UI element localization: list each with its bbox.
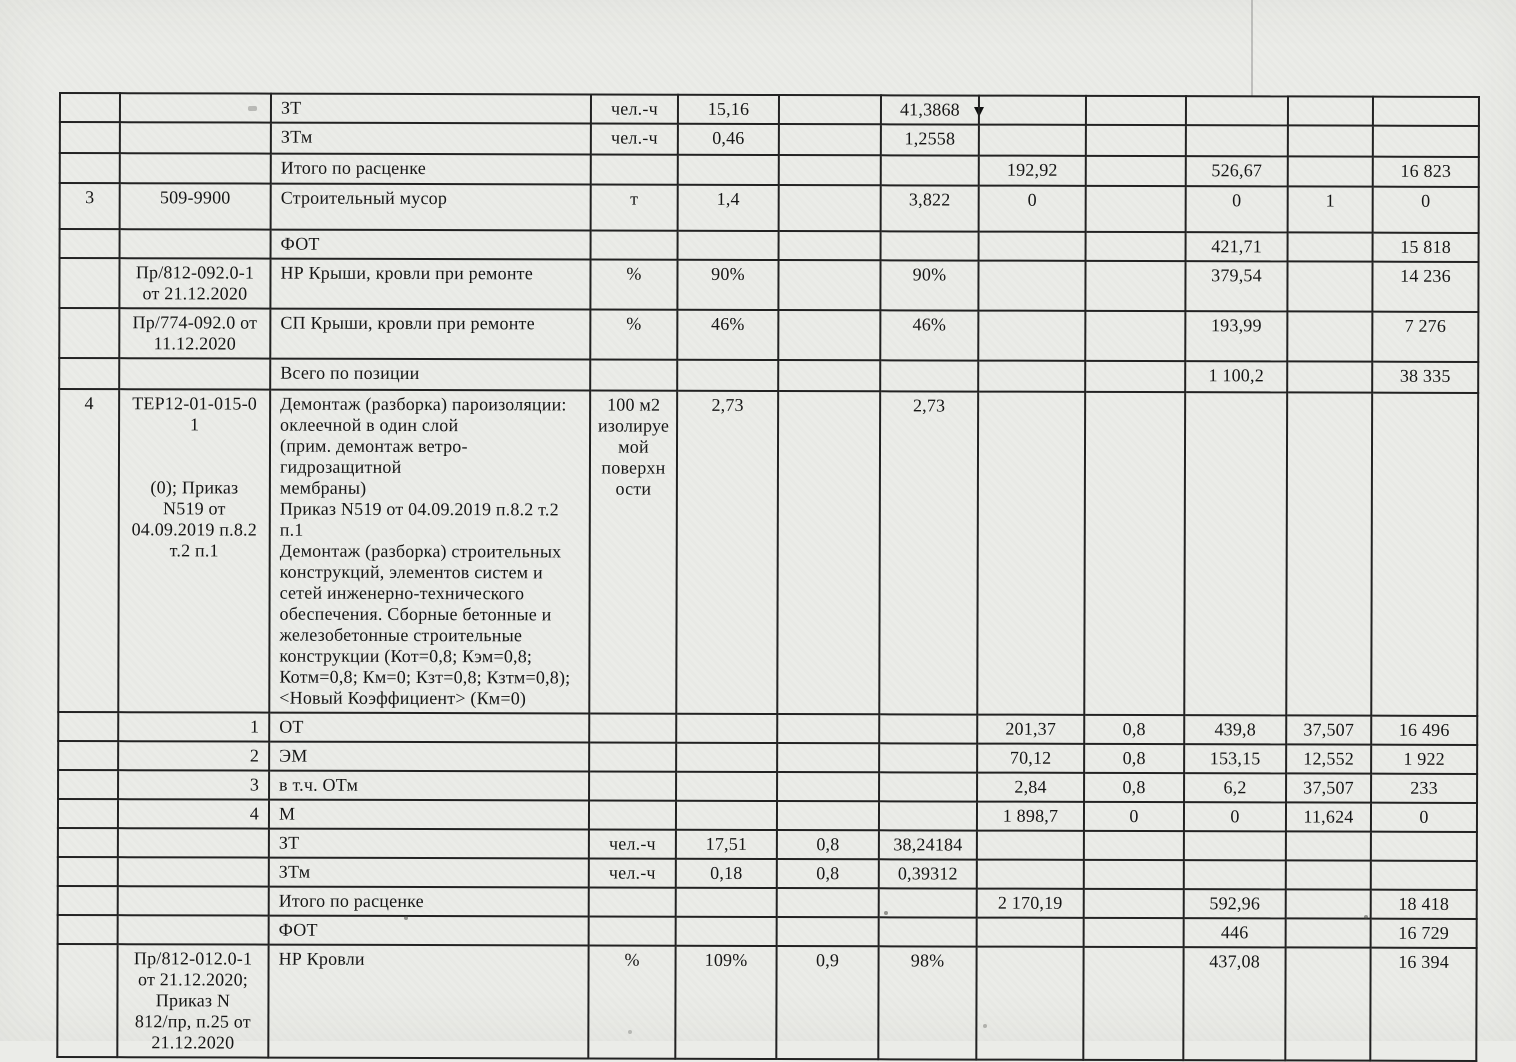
work-name-cell: ЗТм: [271, 123, 591, 155]
index-cell: 37,507: [1286, 715, 1371, 744]
qty-total-cell: 46%: [880, 310, 978, 360]
unit-cell: %: [590, 259, 677, 309]
unit-cell: [591, 154, 678, 184]
work-name-cell: ФОТ: [271, 230, 591, 260]
scan-speck: [1364, 915, 1368, 919]
current-cost-cell: 592,96: [1184, 889, 1286, 918]
total-cost-cell: 15 818: [1373, 233, 1479, 262]
qty-total-cell: [879, 772, 977, 801]
correction-coef-cell: [1085, 311, 1185, 361]
table-row: [60, 183, 1479, 233]
table-row: [58, 915, 1477, 948]
total-cost-cell: [1373, 126, 1479, 157]
qty-per-unit-cell: [676, 714, 777, 743]
code-cell: Пр/774-092.0 от 11.12.2020: [119, 308, 270, 358]
coef-cell: [778, 310, 880, 360]
base-cost-cell: 1 898,7: [977, 802, 1084, 831]
work-name-cell: ЗТ: [271, 94, 591, 124]
correction-coef-cell: [1086, 186, 1186, 232]
total-cost-cell: 7 276: [1372, 312, 1478, 362]
work-name-cell: СП Крыши, кровли при ремонте: [270, 309, 590, 360]
current-cost-cell: 0: [1184, 802, 1286, 831]
code-cell: 509-9900: [120, 183, 271, 229]
qty-total-cell: [879, 917, 977, 946]
work-name-cell: в т.ч. ОТм: [269, 771, 589, 801]
row-num-cell: 4: [58, 389, 119, 712]
total-cost-cell: 16 496: [1371, 716, 1477, 745]
current-cost-cell: 439,8: [1184, 715, 1286, 744]
base-cost-cell: [977, 831, 1084, 860]
qty-total-cell: [881, 231, 979, 260]
unit-cell: %: [590, 309, 677, 359]
work-name-cell: Демонтаж (разборка) пароизоляции: оклеечной в один слой (прим. демонтаж ветро-гидрозащитной мембраны) Приказ N519 от 04.09.2019 п.8.2 т.2 п.1 Демонтаж (разборка) строительных конструкций, элементов систем и сетей инженерно-технического обеспечения. Сборные бетонные и железобетонные строительные конструкции (Кот=0,8; Кэм=0,8; Котм=0,8; Км=0; Кзт=0,8; Кзтм=0,8); <Новый Коэффициент> (Км=0): [269, 390, 590, 714]
index-cell: [1288, 232, 1373, 261]
work-name-cell: Всего по позиции: [270, 359, 590, 391]
qty-total-cell: 3,822: [881, 185, 979, 231]
qty-per-unit-cell: 2,73: [676, 391, 778, 714]
total-cost-cell: [1371, 861, 1477, 890]
qty-per-unit-cell: 15,16: [678, 95, 779, 124]
row-num-cell: [60, 122, 120, 153]
code-cell: ТЕР12-01-015-0 1 (0); Приказ N519 от 04.09.2019 п.8.2 т.2 п.1: [118, 389, 270, 712]
index-cell: 12,552: [1286, 744, 1371, 773]
code-cell: 3: [118, 770, 269, 799]
total-cost-cell: 233: [1371, 774, 1477, 803]
index-cell: [1288, 125, 1373, 156]
current-cost-cell: 437,08: [1183, 947, 1285, 1060]
qty-total-cell: [879, 714, 977, 743]
total-cost-cell: 18 418: [1371, 890, 1477, 919]
correction-coef-cell: 0,8: [1084, 773, 1184, 802]
coef-cell: [777, 391, 880, 714]
correction-coef-cell: [1085, 361, 1185, 392]
base-cost-cell: 0: [979, 186, 1086, 232]
table-row: [59, 308, 1478, 362]
index-cell: [1286, 392, 1372, 715]
coef-cell: [779, 231, 881, 260]
unit-cell: т: [591, 184, 678, 230]
table-row: [60, 93, 1479, 126]
correction-coef-cell: [1084, 918, 1184, 947]
index-cell: [1285, 947, 1370, 1060]
correction-coef-cell: [1083, 947, 1183, 1060]
scan-speck: [884, 911, 888, 915]
code-cell: [118, 857, 269, 886]
row-num-cell: [58, 886, 118, 915]
index-cell: [1288, 156, 1373, 186]
qty-total-cell: [879, 743, 977, 772]
coef-cell: 0,8: [777, 859, 879, 888]
base-cost-cell: 192,92: [979, 156, 1086, 186]
coef-cell: [779, 155, 881, 185]
row-num-cell: [60, 93, 120, 122]
code-cell: [120, 153, 271, 183]
row-num-cell: [57, 944, 117, 1057]
code-cell: [120, 122, 271, 153]
work-name-cell: ЗТм: [269, 858, 589, 888]
table-row: [58, 712, 1477, 745]
scan-speck: [404, 916, 408, 920]
code-cell: Пр/812-092.0-1 от 21.12.2020: [119, 258, 270, 308]
work-name-cell: Итого по расценке: [271, 154, 591, 185]
current-cost-cell: [1186, 125, 1288, 156]
qty-per-unit-cell: 17,51: [676, 830, 777, 859]
code-cell: [118, 828, 269, 857]
row-num-cell: [58, 770, 118, 799]
qty-total-cell: [881, 155, 979, 185]
base-cost-cell: 2,84: [977, 773, 1084, 802]
correction-coef-cell: [1084, 889, 1184, 918]
coef-cell: [779, 185, 881, 231]
current-cost-cell: 1 100,2: [1185, 361, 1287, 392]
code-cell: [118, 915, 269, 944]
current-cost-cell: 193,99: [1185, 311, 1287, 361]
code-cell: 2: [118, 741, 269, 770]
qty-per-unit-cell: [678, 231, 779, 260]
qty-per-unit-cell: [676, 888, 777, 917]
qty-total-cell: 41,3868: [881, 95, 979, 124]
index-cell: [1287, 261, 1372, 311]
qty-total-cell: [880, 360, 978, 391]
scan-crease-line: [1251, 0, 1253, 97]
base-cost-cell: [978, 311, 1085, 361]
code-cell: [119, 358, 270, 389]
qty-total-cell: [879, 801, 977, 830]
correction-coef-cell: [1086, 156, 1186, 186]
correction-coef-cell: [1084, 392, 1185, 715]
base-cost-cell: [977, 860, 1084, 889]
total-cost-cell: [1371, 832, 1477, 861]
unit-cell: [589, 916, 676, 945]
qty-per-unit-cell: 1,4: [678, 185, 779, 231]
row-num-cell: [59, 258, 119, 308]
table-row: [58, 770, 1477, 803]
qty-per-unit-cell: [676, 772, 777, 801]
scan-speck: [628, 1030, 632, 1034]
table-row: [58, 857, 1477, 890]
base-cost-cell: 2 170,19: [977, 889, 1084, 918]
qty-total-cell: 2,73: [879, 391, 978, 714]
index-cell: [1287, 311, 1372, 361]
total-cost-cell: 16 823: [1373, 157, 1479, 187]
index-cell: [1286, 860, 1371, 889]
row-num-cell: [58, 915, 118, 944]
base-cost-cell: [979, 96, 1086, 125]
index-cell: 11,624: [1286, 802, 1371, 831]
row-num-cell: [60, 153, 120, 183]
code-cell: [120, 229, 271, 258]
coef-cell: 0,8: [777, 830, 879, 859]
base-cost-cell: 201,37: [977, 715, 1084, 744]
code-cell: 4: [118, 799, 269, 828]
coef-cell: [777, 917, 879, 946]
coef-cell: 0,9: [776, 946, 878, 1059]
total-cost-cell: 14 236: [1372, 262, 1478, 312]
base-cost-cell: [979, 232, 1086, 261]
correction-coef-cell: [1086, 96, 1186, 125]
work-name-cell: М: [269, 800, 589, 830]
row-num-cell: [59, 358, 119, 389]
unit-cell: [589, 887, 676, 916]
unit-cell: чел.-ч: [589, 858, 676, 887]
qty-per-unit-cell: 90%: [677, 260, 778, 310]
row-num-cell: [58, 799, 118, 828]
qty-per-unit-cell: [676, 743, 777, 772]
correction-coef-cell: 0,8: [1084, 715, 1184, 744]
coef-cell: [779, 124, 881, 155]
qty-per-unit-cell: 46%: [677, 310, 778, 360]
unit-cell: [589, 800, 676, 829]
qty-per-unit-cell: 0,46: [678, 124, 779, 155]
total-cost-cell: 1 922: [1371, 745, 1477, 774]
estimate-table: [56, 92, 1480, 1062]
work-name-cell: ОТ: [269, 713, 589, 743]
coef-cell: [779, 95, 881, 124]
current-cost-cell: [1184, 860, 1286, 889]
unit-cell: чел.-ч: [591, 123, 678, 154]
correction-coef-cell: [1086, 125, 1186, 156]
unit-cell: [589, 713, 676, 742]
row-num-cell: [58, 857, 118, 886]
total-cost-cell: 0: [1373, 187, 1479, 233]
qty-total-cell: 1,2558: [881, 124, 979, 155]
work-name-cell: ЭМ: [269, 742, 589, 772]
qty-total-cell: 0,39312: [879, 859, 977, 888]
correction-coef-cell: [1085, 261, 1185, 311]
current-cost-cell: 446: [1184, 918, 1286, 947]
base-cost-cell: [977, 392, 1085, 715]
current-cost-cell: 6,2: [1184, 773, 1286, 802]
unit-cell: [589, 771, 676, 800]
table-row: [58, 389, 1478, 716]
index-cell: 37,507: [1286, 773, 1371, 802]
coef-cell: [777, 772, 879, 801]
correction-coef-cell: [1084, 860, 1184, 889]
current-cost-cell: 153,15: [1184, 744, 1286, 773]
qty-per-unit-cell: 0,18: [676, 859, 777, 888]
total-cost-cell: [1371, 393, 1478, 716]
unit-cell: чел.-ч: [591, 94, 678, 123]
table-row: [58, 799, 1477, 832]
index-cell: [1286, 889, 1371, 918]
unit-cell: 100 м2 изолируе мой поверхн ости: [589, 390, 677, 713]
coef-cell: [778, 260, 880, 310]
current-cost-cell: 379,54: [1185, 261, 1287, 311]
table-row: [60, 122, 1479, 157]
table-row: [58, 886, 1477, 919]
unit-cell: чел.-ч: [589, 829, 676, 858]
unit-cell: [589, 742, 676, 771]
qty-per-unit-cell: [678, 155, 779, 185]
code-cell: [118, 886, 269, 915]
current-cost-cell: [1186, 96, 1288, 125]
index-cell: [1288, 96, 1373, 125]
row-num-cell: [58, 712, 118, 741]
correction-coef-cell: 0: [1084, 802, 1184, 831]
row-num-cell: [60, 229, 120, 258]
row-num-cell: 3: [60, 183, 120, 229]
scan-speck: [248, 106, 257, 111]
work-name-cell: НР Кровли: [268, 945, 588, 1059]
work-name-cell: ЗТ: [269, 829, 589, 859]
qty-per-unit-cell: [676, 917, 777, 946]
row-num-cell: [58, 741, 118, 770]
row-num-cell: [58, 828, 118, 857]
table-row: [58, 828, 1477, 861]
current-cost-cell: 526,67: [1186, 156, 1288, 186]
table-row: [60, 153, 1479, 187]
code-cell: Пр/812-012.0-1 от 21.12.2020; Приказ N 812/пр, п.25 от 21.12.2020: [117, 944, 268, 1057]
total-cost-cell: 0: [1371, 803, 1477, 832]
work-name-cell: Строительный мусор: [271, 184, 591, 231]
unit-cell: [590, 359, 677, 390]
index-cell: [1286, 831, 1371, 860]
correction-coef-cell: [1084, 831, 1184, 860]
table-row: [59, 358, 1478, 393]
current-cost-cell: 0: [1186, 186, 1288, 232]
table-row: [60, 229, 1479, 262]
coef-cell: [777, 801, 879, 830]
qty-total-cell: 90%: [880, 260, 978, 310]
base-cost-cell: [979, 125, 1086, 156]
table-row: [58, 741, 1477, 774]
unit-cell: [591, 230, 678, 259]
total-cost-cell: [1373, 97, 1479, 126]
table-row: [57, 944, 1476, 1061]
base-cost-cell: [978, 261, 1085, 311]
index-cell: 1: [1288, 186, 1373, 232]
coef-cell: [777, 714, 879, 743]
index-cell: [1286, 918, 1371, 947]
current-cost-cell: 421,71: [1186, 232, 1288, 261]
work-name-cell: Итого по расценке: [269, 887, 589, 917]
index-cell: [1287, 361, 1372, 392]
correction-coef-cell: 0,8: [1084, 744, 1184, 773]
coef-cell: [777, 888, 879, 917]
qty-per-unit-cell: [676, 801, 777, 830]
unit-cell: %: [588, 945, 675, 1058]
current-cost-cell: [1184, 392, 1287, 715]
qty-per-unit-cell: [677, 360, 778, 391]
base-cost-cell: [978, 361, 1085, 392]
qty-total-cell: 98%: [878, 946, 976, 1059]
base-cost-cell: [977, 918, 1084, 947]
qty-total-cell: 38,24184: [879, 830, 977, 859]
qty-per-unit-cell: 109%: [675, 946, 776, 1059]
coef-cell: [777, 743, 879, 772]
coef-cell: [778, 360, 880, 391]
row-num-cell: [59, 308, 119, 358]
work-name-cell: ФОТ: [269, 916, 589, 946]
total-cost-cell: 16 394: [1370, 948, 1476, 1061]
correction-coef-cell: [1086, 232, 1186, 261]
table-row: [59, 258, 1478, 312]
scan-speck: [983, 1024, 987, 1028]
total-cost-cell: 38 335: [1372, 362, 1478, 393]
base-cost-cell: 70,12: [977, 744, 1084, 773]
current-cost-cell: [1184, 831, 1286, 860]
base-cost-cell: [976, 947, 1083, 1060]
work-name-cell: НР Крыши, кровли при ремонте: [270, 259, 590, 310]
qty-total-cell: [879, 888, 977, 917]
code-cell: 1: [118, 712, 269, 741]
total-cost-cell: 16 729: [1371, 919, 1477, 948]
